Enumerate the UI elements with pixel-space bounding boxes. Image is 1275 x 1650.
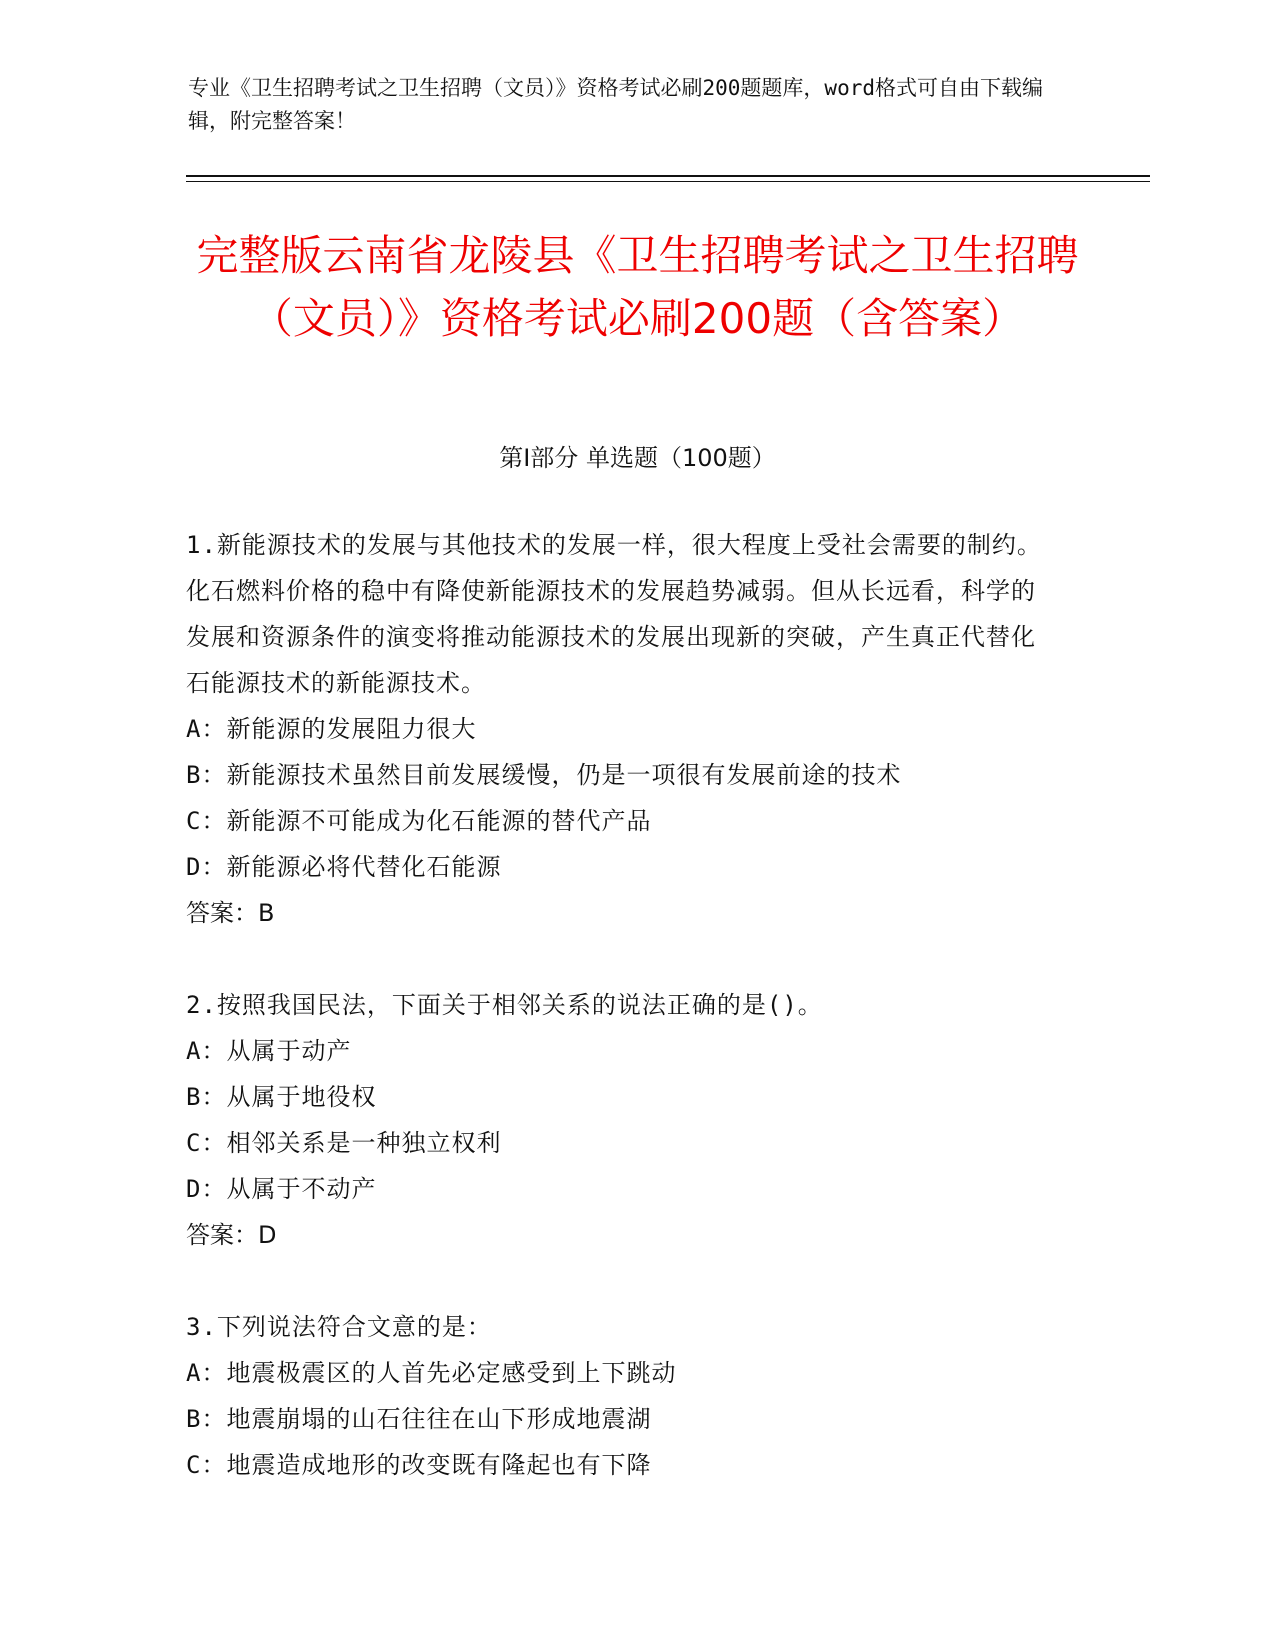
header-note: 专业《卫生招聘考试之卫生招聘（文员）》资格考试必刷200题题库，word格式可自由下载编辑，附完整答案！: [188, 76, 1043, 133]
header-divider-thin: [186, 181, 1150, 182]
section-heading: 第Ⅰ部分 单选题（100题）: [499, 444, 776, 472]
answer-line: 答案：B: [186, 899, 275, 927]
option-b: B：从属于地役权: [186, 1083, 377, 1111]
option-d: D：新能源必将代替化石能源: [186, 853, 502, 881]
option-a: A：地震极震区的人首先必定感受到上下跳动: [186, 1359, 677, 1387]
option-c: C：新能源不可能成为化石能源的替代产品: [186, 807, 652, 835]
document-title: 完整版云南省龙陵县《卫生招聘考试之卫生招聘（文员）》资格考试必刷200题（含答案）: [196, 231, 1079, 343]
question-stem: 1.新能源技术的发展与其他技术的发展一样，很大程度上受社会需要的制约。化石燃料价格的稳中有降使新能源技术的发展趋势减弱。但从长远看，科学的发展和资源条件的演变将推动能源技术的发展出现新的突破，产生真正代替化石能源技术的新能源技术。: [186, 531, 1042, 697]
option-a: A：新能源的发展阻力很大: [186, 715, 477, 743]
header-divider-thick: [186, 175, 1150, 177]
question-1: [186, 522, 1056, 936]
answer-line: 答案：D: [186, 1221, 277, 1249]
question-list: [186, 522, 1056, 1534]
option-b: B：新能源技术虽然目前发展缓慢，仍是一项很有发展前途的技术: [186, 761, 902, 789]
option-b: B：地震崩塌的山石往往在山下形成地震湖: [186, 1405, 652, 1433]
question-stem: 3.下列说法符合文意的是：: [186, 1313, 492, 1341]
question-2: [186, 982, 1056, 1258]
question-3: [186, 1304, 1056, 1488]
option-a: A：从属于动产: [186, 1037, 352, 1065]
option-d: D：从属于不动产: [186, 1175, 377, 1203]
option-c: C：相邻关系是一种独立权利: [186, 1129, 502, 1157]
option-c: C：地震造成地形的改变既有隆起也有下降: [186, 1451, 652, 1479]
question-stem: 2.按照我国民法，下面关于相邻关系的说法正确的是()。: [186, 991, 823, 1019]
